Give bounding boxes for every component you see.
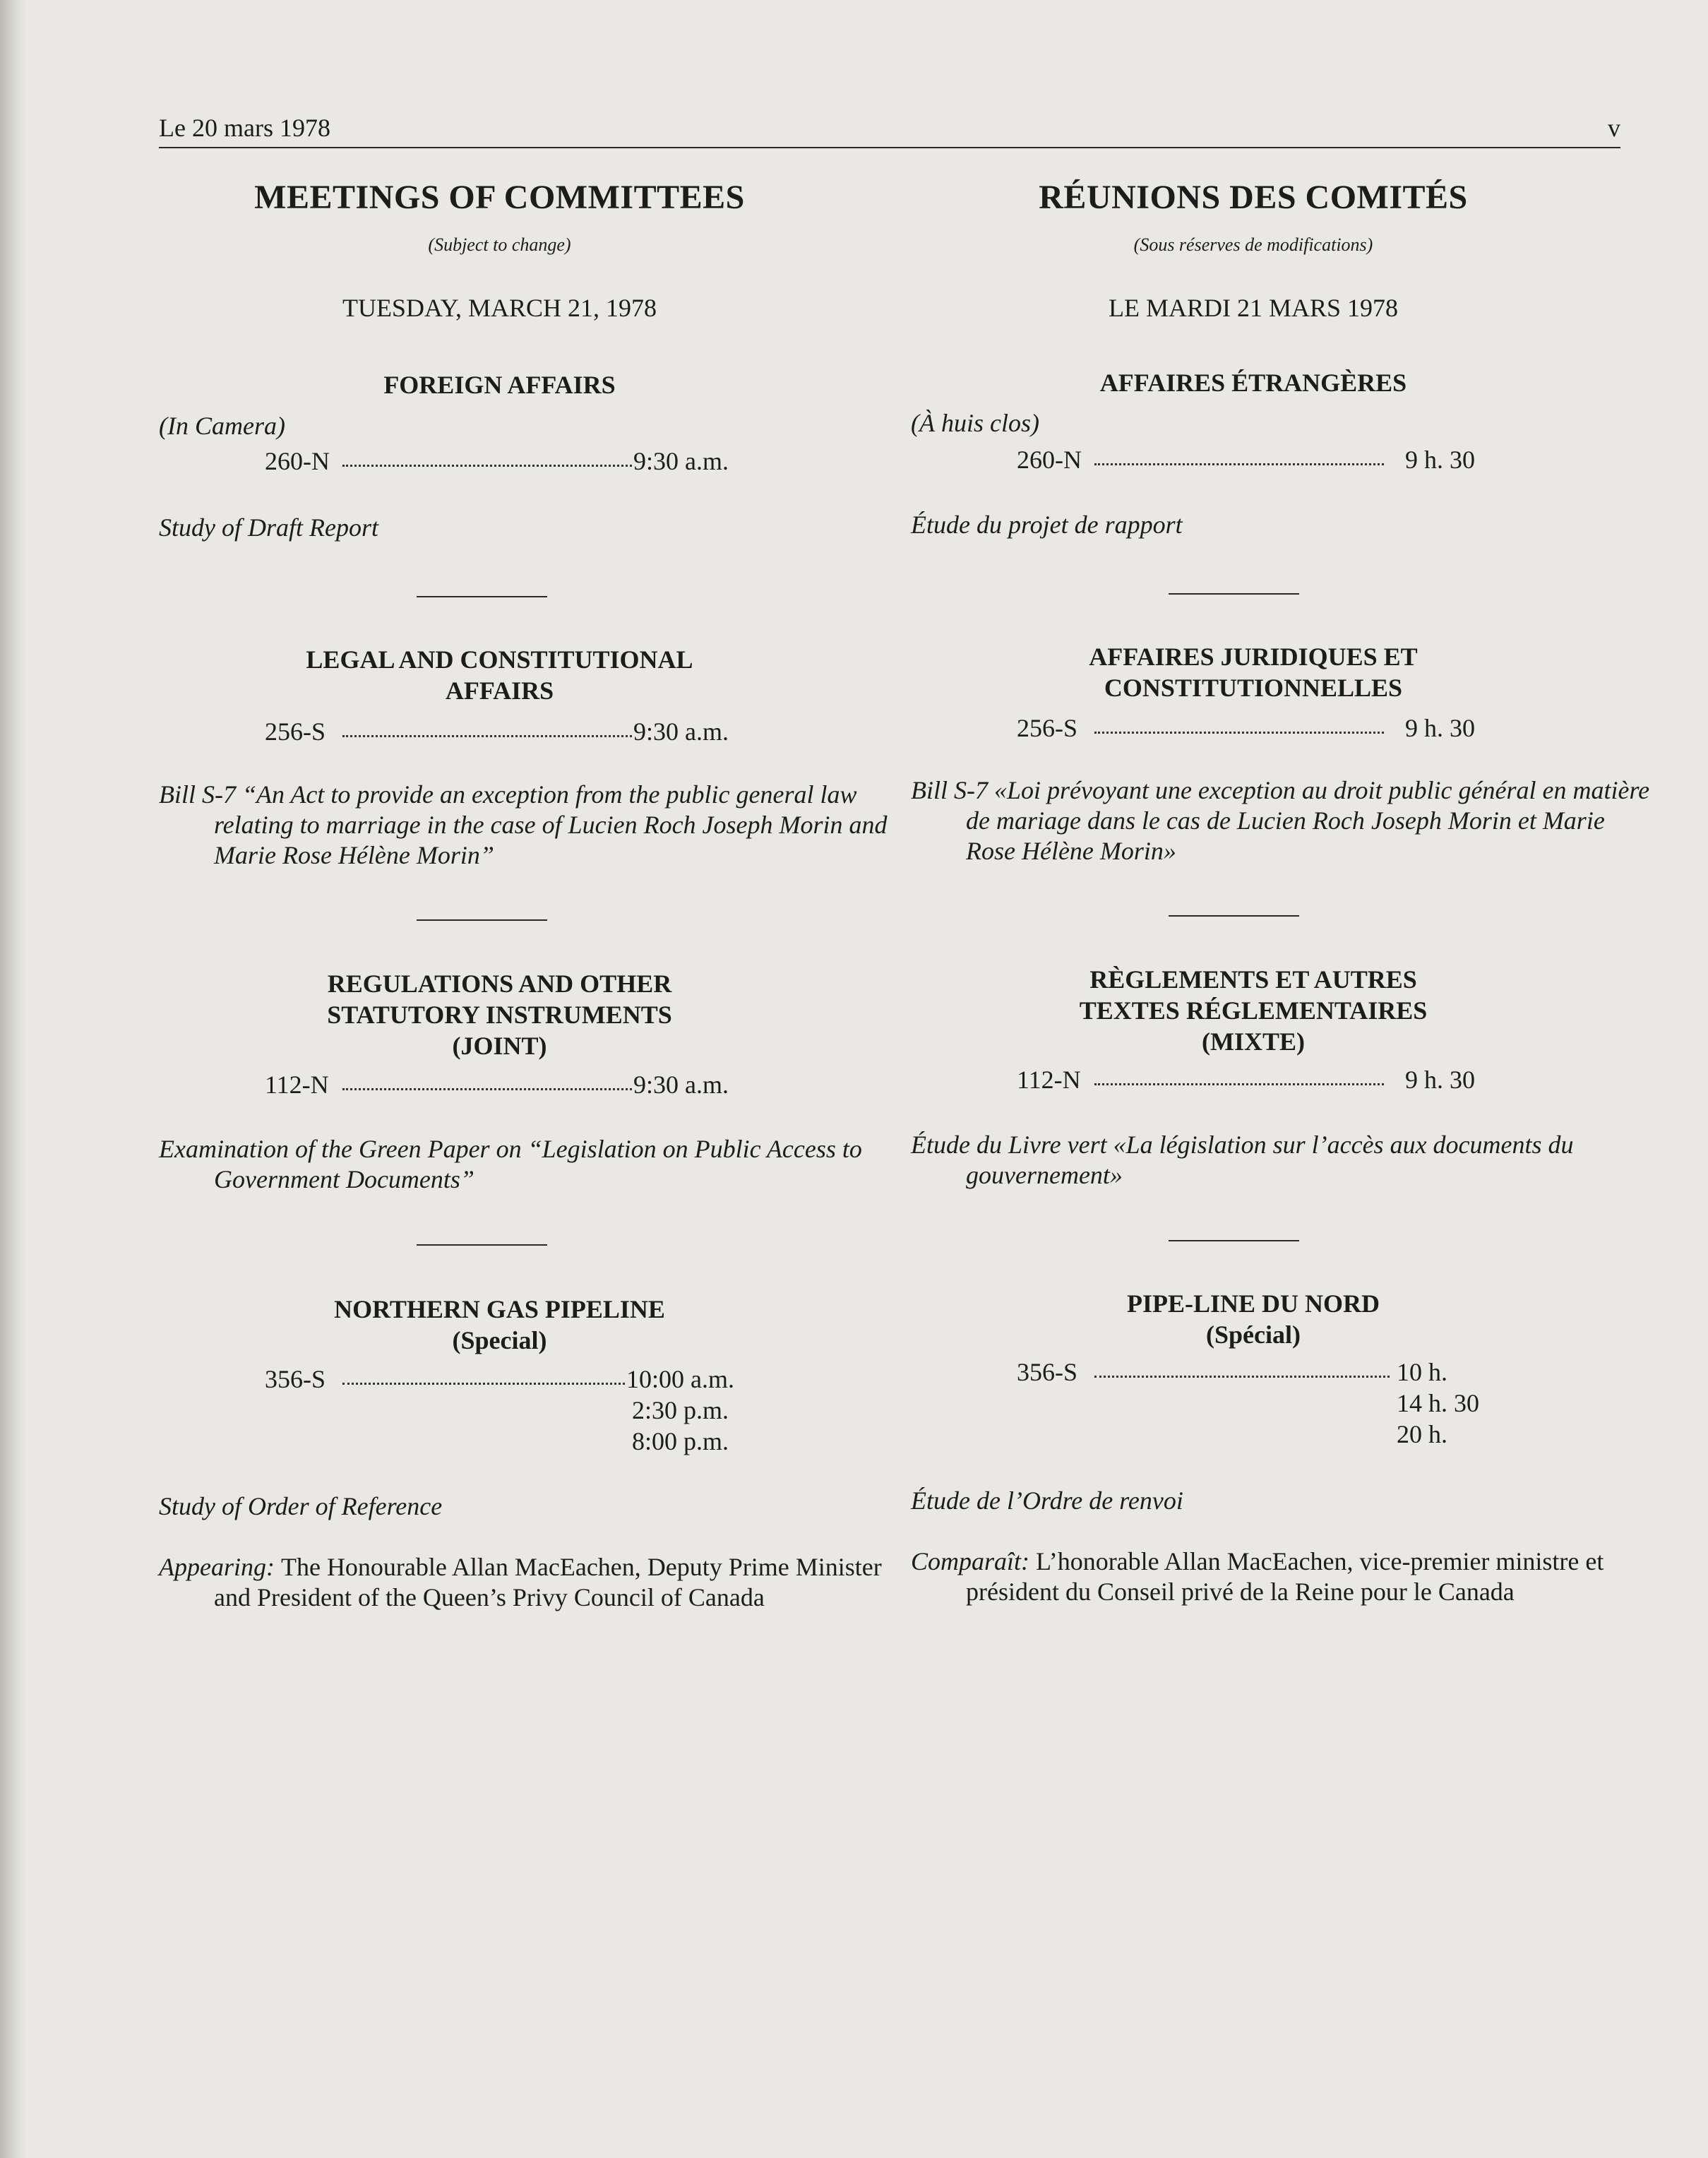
room-number: 256-S xyxy=(265,717,326,746)
dot-leader xyxy=(342,1383,625,1385)
room-number: 260-N xyxy=(265,447,330,475)
meeting-time: 9 h. 30 xyxy=(1405,446,1475,474)
schedule-entry xyxy=(911,1388,1596,1419)
dot-leader xyxy=(1094,1376,1390,1378)
meeting-time: 9 h. 30 xyxy=(1405,1066,1475,1094)
committee-heading xyxy=(911,1288,1596,1350)
appearing-text: L’honorable Allan MacEachen, vice-premier ministre et président du Conseil privé de la Reine pour le Canada xyxy=(966,1547,1604,1606)
meeting-time: 10 h. xyxy=(1397,1358,1447,1386)
schedule-entry xyxy=(911,445,1596,476)
dot-leader xyxy=(342,465,632,467)
schedule-entry xyxy=(911,1357,1596,1388)
committee-note: (À huis clos) xyxy=(911,409,1039,437)
schedule-entry xyxy=(159,1364,840,1395)
schedule-entry xyxy=(911,1065,1596,1096)
committee-heading-line: (Spécial) xyxy=(1206,1321,1301,1349)
committee-description: Étude du Livre vert «La législation sur l’accès aux documents du gouvernement» xyxy=(911,1131,1574,1189)
schedule-entry xyxy=(159,1426,840,1457)
room-number: 112-N xyxy=(265,1071,329,1099)
meeting-time: 9:30 a.m. xyxy=(633,1071,729,1099)
schedule-entry xyxy=(159,446,840,477)
room-number: 256-S xyxy=(1017,714,1078,742)
appearing-witness xyxy=(911,1546,1651,1607)
committee-heading-line: FOREIGN AFFAIRS xyxy=(383,371,616,399)
schedule-entry xyxy=(159,1395,840,1426)
meeting-time: 10:00 a.m. xyxy=(626,1365,734,1393)
meeting-time: 14 h. 30 xyxy=(1397,1389,1479,1417)
committee-heading xyxy=(911,641,1596,703)
meeting-time: 9:30 a.m. xyxy=(633,717,729,746)
column-title: RÉUNIONS DES COMITÉS xyxy=(1039,179,1468,216)
section-divider xyxy=(417,596,547,597)
committee-heading-line: (MIXTE) xyxy=(1202,1027,1305,1056)
schedule-entry xyxy=(911,713,1596,744)
schedule-entry xyxy=(159,717,840,748)
committee-heading-line: RÈGLEMENTS ET AUTRES xyxy=(1089,965,1417,994)
committee-description: Study of Order of Reference xyxy=(159,1492,443,1520)
room-number: 112-N xyxy=(1017,1066,1081,1094)
meeting-time: 8:00 p.m. xyxy=(632,1427,729,1455)
committee-heading xyxy=(159,644,840,706)
committee-heading-line: CONSTITUTIONNELLES xyxy=(1104,674,1403,702)
appearing-witness xyxy=(159,1552,895,1613)
meeting-time: 2:30 p.m. xyxy=(632,1396,729,1424)
committee-heading-line: TEXTES RÉGLEMENTAIRES xyxy=(1079,996,1428,1025)
committee-heading-line: AFFAIRES JURIDIQUES ET xyxy=(1089,643,1418,671)
committee-heading xyxy=(159,1294,840,1356)
committee-heading xyxy=(159,369,840,400)
section-divider xyxy=(417,919,547,921)
column-title: MEETINGS OF COMMITTEES xyxy=(254,179,745,216)
schedule-entry xyxy=(159,1070,840,1101)
committee-description: Examination of the Green Paper on “Legislation on Public Access to Government Documents” xyxy=(159,1135,862,1193)
page-number: v xyxy=(1608,114,1620,142)
committee-heading-line: AFFAIRS xyxy=(445,676,554,705)
section-divider xyxy=(1169,1240,1299,1241)
meeting-date: LE MARDI 21 MARS 1978 xyxy=(1108,294,1399,322)
meeting-date: TUESDAY, MARCH 21, 1978 xyxy=(342,294,657,322)
column-subtitle: (Subject to change) xyxy=(428,234,571,255)
committee-heading xyxy=(911,964,1596,1057)
running-header-date: Le 20 mars 1978 xyxy=(159,114,330,142)
committee-heading-line: (JOINT) xyxy=(452,1032,547,1060)
room-number: 356-S xyxy=(1017,1358,1078,1386)
section-divider xyxy=(1169,593,1299,595)
appearing-label: Comparaît: xyxy=(911,1547,1030,1575)
committee-heading xyxy=(911,367,1596,398)
committee-heading-line: LEGAL AND CONSTITUTIONAL xyxy=(306,645,693,674)
committee-heading-line: NORTHERN GAS PIPELINE xyxy=(334,1295,665,1323)
committee-note: (In Camera) xyxy=(159,412,285,440)
committee-heading-line: AFFAIRES ÉTRANGÈRES xyxy=(1099,369,1407,397)
section-divider xyxy=(417,1244,547,1246)
committee-heading-line: PIPE-LINE DU NORD xyxy=(1126,1289,1380,1318)
dot-leader xyxy=(342,735,632,737)
committee-heading-line: (Special) xyxy=(452,1326,547,1354)
committee-description: Étude de l’Ordre de renvoi xyxy=(911,1486,1183,1515)
meeting-time: 9 h. 30 xyxy=(1405,714,1475,742)
committee-description: Étude du projet de rapport xyxy=(911,511,1183,539)
appearing-text: The Honourable Allan MacEachen, Deputy Prime Minister and President of the Queen’s Privy Council of Canada xyxy=(214,1553,882,1611)
dot-leader xyxy=(1094,1083,1384,1085)
dot-leader xyxy=(1094,463,1384,465)
running-header xyxy=(159,113,1620,148)
committee-heading-line: STATUTORY INSTRUMENTS xyxy=(327,1001,672,1029)
schedule-entry xyxy=(911,1419,1596,1450)
meeting-time: 9:30 a.m. xyxy=(633,447,729,475)
committee-description: Bill S-7 «Loi prévoyant une exception au droit public général en matière de mariage dans le cas de Lucien Roch Joseph Morin et Marie Rose Hélène Morin» xyxy=(911,776,1650,865)
appearing-label: Appearing: xyxy=(159,1553,275,1581)
committee-heading-line: REGULATIONS AND OTHER xyxy=(327,970,672,998)
meeting-time: 20 h. xyxy=(1397,1420,1447,1448)
dot-leader xyxy=(1094,732,1384,734)
room-number: 356-S xyxy=(265,1365,326,1393)
page-gutter-shadow xyxy=(0,0,27,2158)
section-divider xyxy=(1169,915,1299,917)
committee-description: Bill S-7 “An Act to provide an exception from the public general law relating to marriage in the case of Lucien Roch Joseph Morin and Marie Rose Hélène Morin” xyxy=(159,780,888,869)
committee-description: Study of Draft Report xyxy=(159,513,378,542)
dot-leader xyxy=(342,1088,632,1090)
room-number: 260-N xyxy=(1017,446,1082,474)
column-subtitle: (Sous réserves de modifications) xyxy=(1133,234,1373,255)
committee-heading xyxy=(159,968,840,1061)
